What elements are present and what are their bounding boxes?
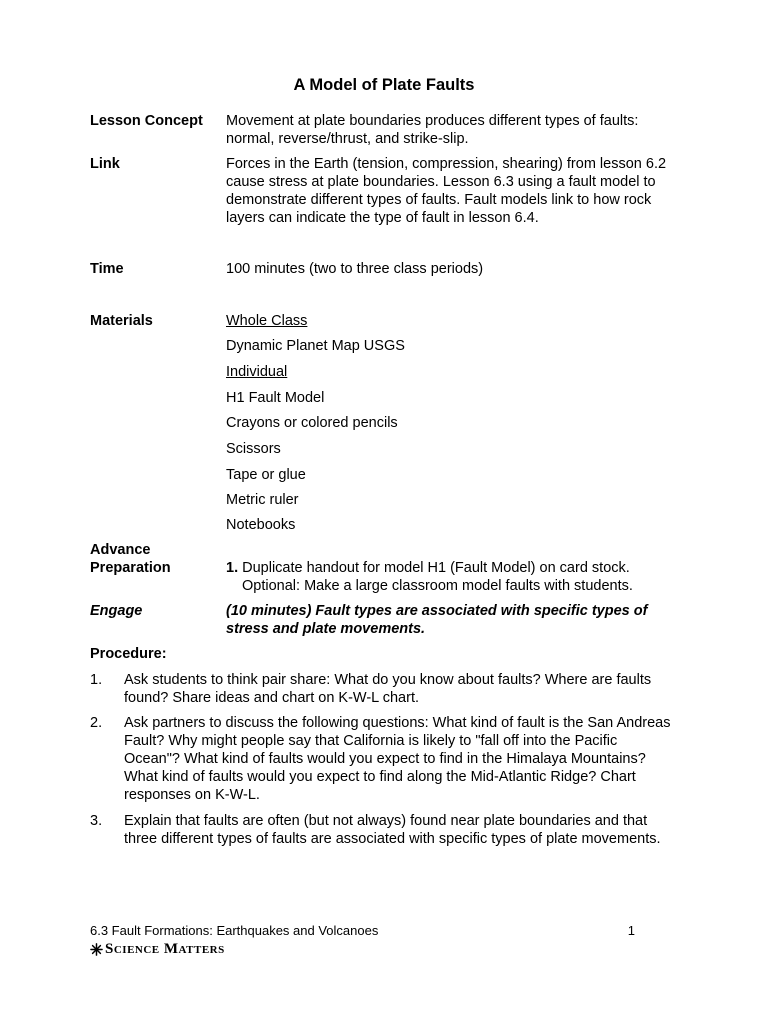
time-value: 100 minutes (two to three class periods) — [226, 261, 484, 277]
step-text: Ask partners to discuss the following questions: What kind of fault is the San Andreas Fault? Why might people say that California is likely to "fall off into the Pacific Ocean"? What kind of faults would you expect to find in the Himalaya Mountains? What kind of faults would you expect to find along the Mid-Atlantic Ridge? Chart responses on K-W-L. — [124, 715, 671, 803]
materials-item: H1 Fault Model — [226, 390, 325, 406]
engage-label: Engage — [90, 603, 143, 619]
advance-prep-number: 1. — [226, 560, 239, 576]
logo-text: Science Matters — [105, 941, 225, 957]
step-number: 1. — [90, 672, 103, 688]
engage-value: (10 minutes) Fault types are associated with specific types of stress and plate movements. — [226, 603, 648, 637]
advance-prep-value: 1. Duplicate handout for model H1 (Fault Model) on card stock. Optional: Make a large classroom model faults with students. — [226, 560, 633, 594]
page-number: 1 — [627, 923, 635, 938]
materials-row — [90, 312, 700, 532]
materials-item: Notebooks — [226, 517, 296, 533]
materials-item: Crayons or colored pencils — [226, 415, 398, 431]
materials-whole-class-heading: Whole Class — [226, 313, 308, 329]
materials-item: Dynamic Planet Map USGS — [226, 338, 405, 354]
materials-label: Materials — [90, 313, 153, 329]
procedure-heading: Procedure: — [90, 646, 167, 662]
step-text: Ask students to think pair share: What do you know about faults? Where are faults found? Share ideas and chart on K-W-L chart. — [124, 672, 652, 706]
materials-item: Metric ruler — [226, 492, 299, 508]
time-label: Time — [90, 261, 124, 277]
lesson-concept-value: Movement at plate boundaries produces different types of faults: normal, reverse/thrust, and strike-slip. — [226, 113, 639, 147]
advance-prep-label: Advance Preparation — [90, 542, 171, 576]
page-footer — [90, 922, 635, 940]
footer-text: 6.3 Fault Formations: Earthquakes and Volcanoes — [90, 923, 379, 938]
lesson-concept-label: Lesson Concept — [90, 113, 203, 129]
link-value: Forces in the Earth (tension, compression, shearing) from lesson 6.2 cause stress at plate boundaries. Lesson 6.3 using a fault model to demonstrate different types of faults. Fault models link to how rock layers can indicate the type of fault in lesson 6.4. — [226, 156, 667, 226]
step-text: Explain that faults are often (but not always) found near plate boundaries and that three different types of faults are associated with specific types of plate movements. — [124, 813, 661, 847]
materials-individual-heading: Individual — [226, 364, 288, 380]
step-number: 2. — [90, 715, 103, 731]
materials-item: Scissors — [226, 441, 281, 457]
step-number: 3. — [90, 813, 103, 829]
materials-item: Tape or glue — [226, 467, 306, 483]
science-matters-logo — [90, 940, 225, 958]
asterisk-star-icon — [90, 943, 103, 956]
link-label: Link — [90, 156, 120, 172]
page-title: A Model of Plate Faults — [293, 76, 475, 94]
